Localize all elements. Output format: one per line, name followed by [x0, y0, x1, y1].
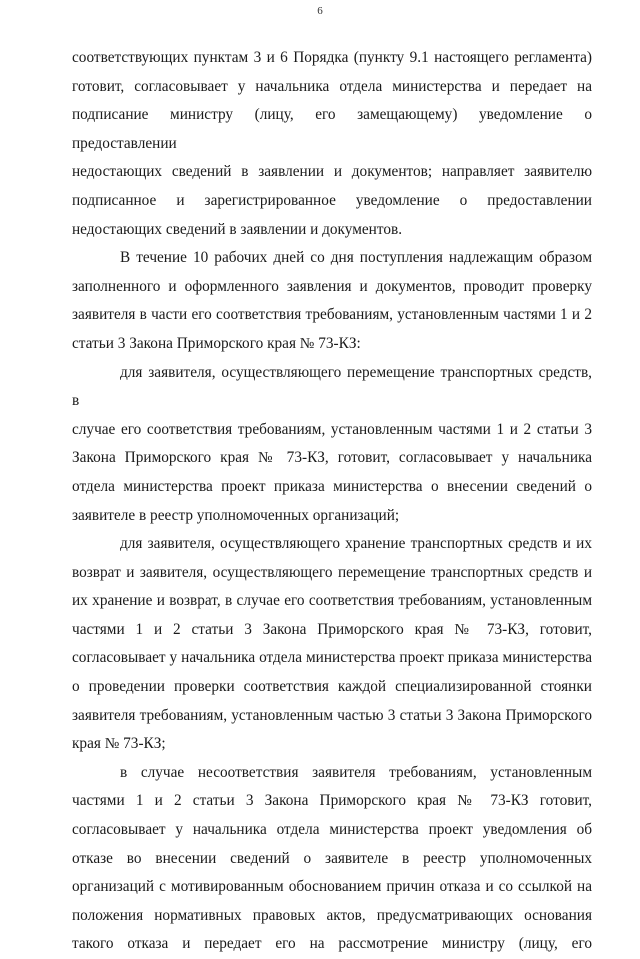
text-line: для заявителя, осуществляющего перемещение транспортных средств, в — [72, 363, 592, 410]
text-line: их хранение и возврат, в случае его соответствия требованиям, установленным — [72, 592, 592, 610]
text-line: частями 1 и 2 статьи 3 Закона Приморского края № 73-КЗ, готовит, — [72, 620, 592, 638]
text-line: Закона Приморского края № 73-КЗ, готовит, согласовывает у начальника — [72, 449, 592, 467]
text-line: заявителе в реестр уполномоченных организаций; — [72, 506, 400, 524]
text-line: недостающих сведений в заявлении и документов; направляет заявителю — [72, 163, 592, 181]
text-line: заявителя требованиям, установленным частью 3 статьи 3 Закона Приморского — [72, 706, 592, 724]
text-line: недостающих сведений в заявлении и документов. — [72, 220, 403, 238]
text-line: частями 1 и 2 статьи 3 Закона Приморского края № 73-КЗ готовит, — [72, 792, 592, 810]
text-line: заполненного и оформленного заявления и документов, проводит проверку — [72, 277, 592, 295]
paragraph — [72, 359, 592, 531]
paragraph — [72, 244, 592, 358]
text-line: согласовывает у начальника отдела министерства проект уведомления об — [72, 821, 592, 839]
text-line: соответствующих пунктам 3 и 6 Порядка (пункту 9.1 настоящего регламента) — [72, 49, 592, 66]
text-line: статьи 3 Закона Приморского края № 73-КЗ: — [72, 334, 361, 352]
text-line: такого отказа и передает его на рассмотрение министру (лицу, его — [72, 935, 592, 953]
text-line: возврат и заявителя, осуществляющего перемещение транспортных средств и — [72, 563, 592, 581]
text-line: края № 73-КЗ; — [72, 735, 166, 753]
paragraph — [72, 530, 592, 759]
paragraph — [72, 759, 592, 959]
text-line: для заявителя, осуществляющего хранение транспортных средств и их — [120, 535, 592, 553]
text-line: случае его соответствия требованиям, установленным частями 1 и 2 статьи 3 — [72, 420, 592, 438]
text-line: в случае несоответствия заявителя требованиям, установленным — [120, 763, 592, 781]
text-line: В течение 10 рабочих дней со дня поступления надлежащим образом — [120, 249, 592, 267]
text-line: подписанное и зарегистрированное уведомление о предоставлении — [72, 191, 592, 209]
page-number: 6 — [317, 5, 323, 17]
text-line: готовит, согласовывает у начальника отдела министерства и передает на — [72, 77, 592, 95]
text-line: организаций с мотивированным обоснованием причин отказа и со ссылкой на — [72, 878, 592, 896]
text-line: отказе во внесении сведений о заявителе в реестр уполномоченных — [72, 849, 592, 867]
paragraph — [72, 44, 592, 244]
text-line: о проведении проверки соответствия каждой специализированной стоянки — [72, 678, 592, 696]
text-line: подписание министру (лицу, его замещающему) уведомление о предоставлении — [72, 106, 592, 152]
document-body — [72, 44, 592, 959]
text-line: заявителя в части его соответствия требованиям, установленным частями 1 и 2 — [72, 306, 592, 324]
text-line: согласовывает у начальника отдела министерства проект приказа министерства — [72, 649, 592, 667]
text-line: положения нормативных правовых актов, предусматривающих основания — [72, 906, 592, 924]
text-line: отдела министерства проект приказа министерства о внесении сведений о — [72, 477, 592, 495]
